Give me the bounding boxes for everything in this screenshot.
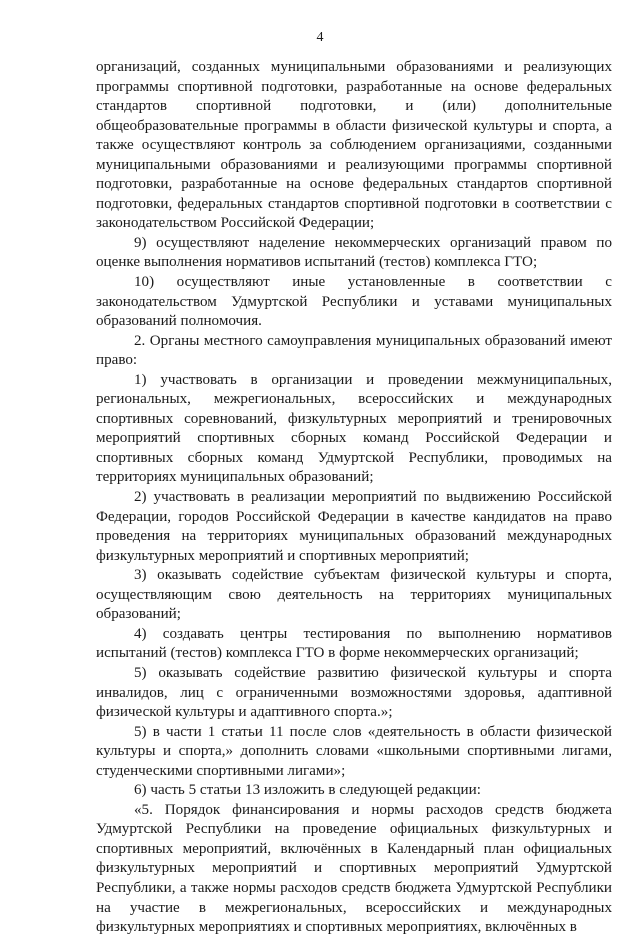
paragraph-new-part-5: «5. Порядок финансирования и нормы расходов средств бюджета Удмуртской Республики на проведение официальных физкультурных и спортивных мероприятий, включённых в Календарный план официальных физкультурных мероприятий и спортивных мероприятий Удмуртской Республики, а также нормы расходов средств бюджета Удмуртской Республики на участие в межрегиональных, всероссийских и международных физкультурных мероприятиях и спортивных мероприятиях, включённых в: [96, 801, 612, 936]
paragraph-right-3: 3) оказывать содействие субъектам физической культуры и спорта, осуществляющим свою деятельность на территориях муниципальных образований;: [96, 567, 612, 623]
paragraph-right-1: 1) участвовать в организации и проведении межмуниципальных, региональных, межрегиональных, всероссийских и международных спортивных соревнований, физкультурных мероприятий и тренировочных мероприятий спортивных сборных команд Российской Федерации и спортивных сборных команд Удмуртской Республики, проводимых на территориях муниципальных образований;: [96, 371, 612, 486]
paragraph-right-2: 2) участвовать в реализации мероприятий по выдвижению Российской Федерации, городов Российской Федерации в качестве кандидатов на право проведения на территориях муниципальных образований международных физкультурных мероприятий и спортивных мероприятий;: [96, 489, 612, 564]
document-body: [96, 58, 612, 938]
paragraph-intro-continuation: организаций, созданных муниципальными образованиями и реализующих программы спортивной подготовки, разработанные на основе федеральных стандартов спортивной подготовки, и (или) дополнительные общеобразовательные программы в области физической культуры и спорта, а также осуществляют контроль за соблюдением организациями, созданными муниципальными образованиями и реализующими программы спортивной подготовки, разработанные на основе федеральных стандартов спортивной подготовки, федеральных стандартов спортивной подготовки в соответствии с законодательством Российской Федерации;: [96, 59, 612, 232]
paragraph-right-4: 4) создавать центры тестирования по выполнению нормативов испытаний (тестов) комплекса ГТО в форме некоммерческих организаций;: [96, 625, 612, 662]
paragraph-amendment-6: 6) часть 5 статьи 13 изложить в следующей редакции:: [134, 782, 481, 799]
paragraph-item-9: 9) осуществляют наделение некоммерческих организаций правом по оценке выполнения нормативов испытаний (тестов) комплекса ГТО;: [96, 234, 612, 271]
paragraph-section-2-heading: 2. Органы местного самоуправления муниципальных образований имеют право:: [96, 332, 612, 369]
page-number: 4: [316, 30, 324, 45]
paragraph-right-5: 5) оказывать содействие развитию физической культуры и спорта инвалидов, лиц с ограниченными возможностями здоровья, адаптивной физической культуры и адаптивного спорта.»;: [96, 664, 612, 721]
paragraph-item-10: 10) осуществляют иные установленные в соответствии с законодательством Удмуртской Республики и уставами муниципальных образований полномочия.: [96, 274, 612, 330]
paragraph-amendment-5: 5) в части 1 статьи 11 после слов «деятельность в области физической культуры и спорта,» дополнить словами «школьными спортивными лигами, студенческими спортивными лигами»;: [96, 723, 612, 779]
